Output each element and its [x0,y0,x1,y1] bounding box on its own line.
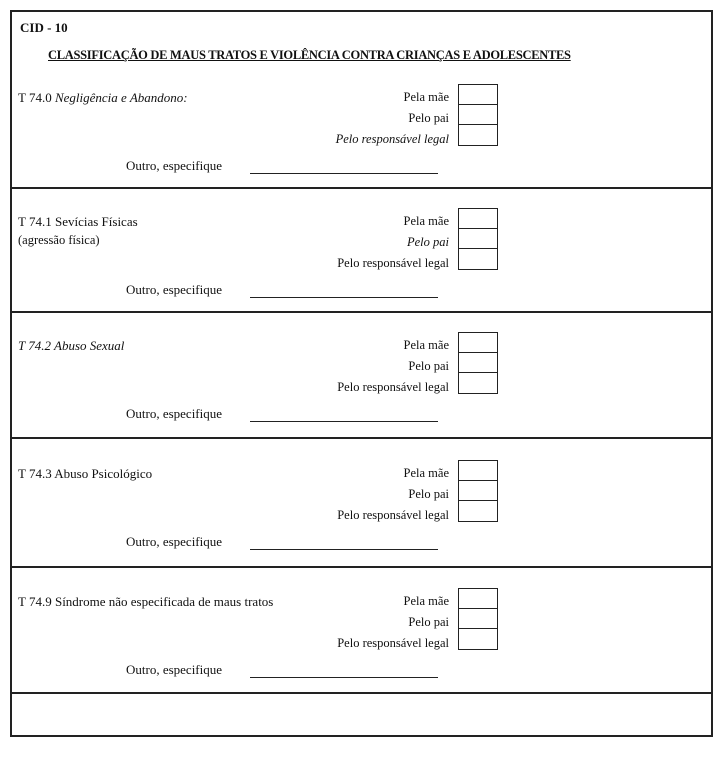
option-label-pai: Pelo pai [408,487,449,501]
section-divider [12,437,711,439]
option-label-pai: Pelo pai [406,235,449,249]
checkbox-responsavel[interactable] [458,248,498,270]
checkbox-mae[interactable] [458,208,498,230]
section-code: T 74.1 Sevícias Físicas [18,214,138,229]
section-code: T 74.0 Negligência e Abandono: [18,90,188,105]
option-label-mae: Pela mãe [403,214,449,228]
other-specify-field[interactable] [250,173,438,174]
other-label: Outro, especifique [126,406,223,421]
checkbox-mae[interactable] [458,332,498,354]
other-label: Outro, especifique [126,282,223,297]
section-code: T 74.3 Abuso Psicológico [18,466,153,481]
checkbox-pai[interactable] [458,608,498,630]
form-title: CLASSIFICAÇÃO DE MAUS TRATOS E VIOLÊNCIA CONTRA CRIANÇAS E ADOLESCENTES [48,48,571,62]
section-divider [12,187,711,189]
option-label-mae: Pela mãe [403,466,449,480]
section-divider [12,566,711,568]
form-frame [10,10,713,737]
option-label-mae: Pela mãe [403,594,449,608]
option-label-pai: Pelo pai [408,359,449,373]
checkbox-responsavel[interactable] [458,372,498,394]
option-label-mae: Pela mãe [403,90,449,104]
option-label-responsavel: Pelo responsável legal [337,380,449,394]
option-label-responsavel: Pelo responsável legal [337,256,449,270]
option-label-pai: Pelo pai [408,111,449,125]
other-specify-field[interactable] [250,297,438,298]
checkbox-responsavel[interactable] [458,124,498,146]
other-specify-field[interactable] [250,421,438,422]
checkbox-pai[interactable] [458,352,498,374]
checkbox-mae[interactable] [458,460,498,482]
option-label-pai: Pelo pai [408,615,449,629]
section-divider [12,692,711,694]
checkbox-pai[interactable] [458,228,498,250]
checkbox-mae[interactable] [458,588,498,610]
section-divider [12,311,711,313]
checkbox-responsavel[interactable] [458,628,498,650]
other-label: Outro, especifique [126,534,223,549]
section-code: T 74.2 Abuso Sexual [18,338,125,353]
other-label: Outro, especifique [126,158,223,173]
option-label-responsavel: Pelo responsável legal [337,508,449,522]
other-specify-field[interactable] [250,549,438,550]
checkbox-pai[interactable] [458,104,498,126]
option-label-mae: Pela mãe [403,338,449,352]
cid-label: CID - 10 [20,20,68,35]
section-code: T 74.9 Síndrome não especificada de maus tratos [18,594,274,609]
checkbox-pai[interactable] [458,480,498,502]
option-label-responsavel: Pelo responsável legal [335,132,449,146]
other-specify-field[interactable] [250,677,438,678]
checkbox-responsavel[interactable] [458,500,498,522]
other-label: Outro, especifique [126,662,223,677]
checkbox-mae[interactable] [458,84,498,106]
section-subtitle: (agressão física) [18,233,100,247]
option-label-responsavel: Pelo responsável legal [337,636,449,650]
